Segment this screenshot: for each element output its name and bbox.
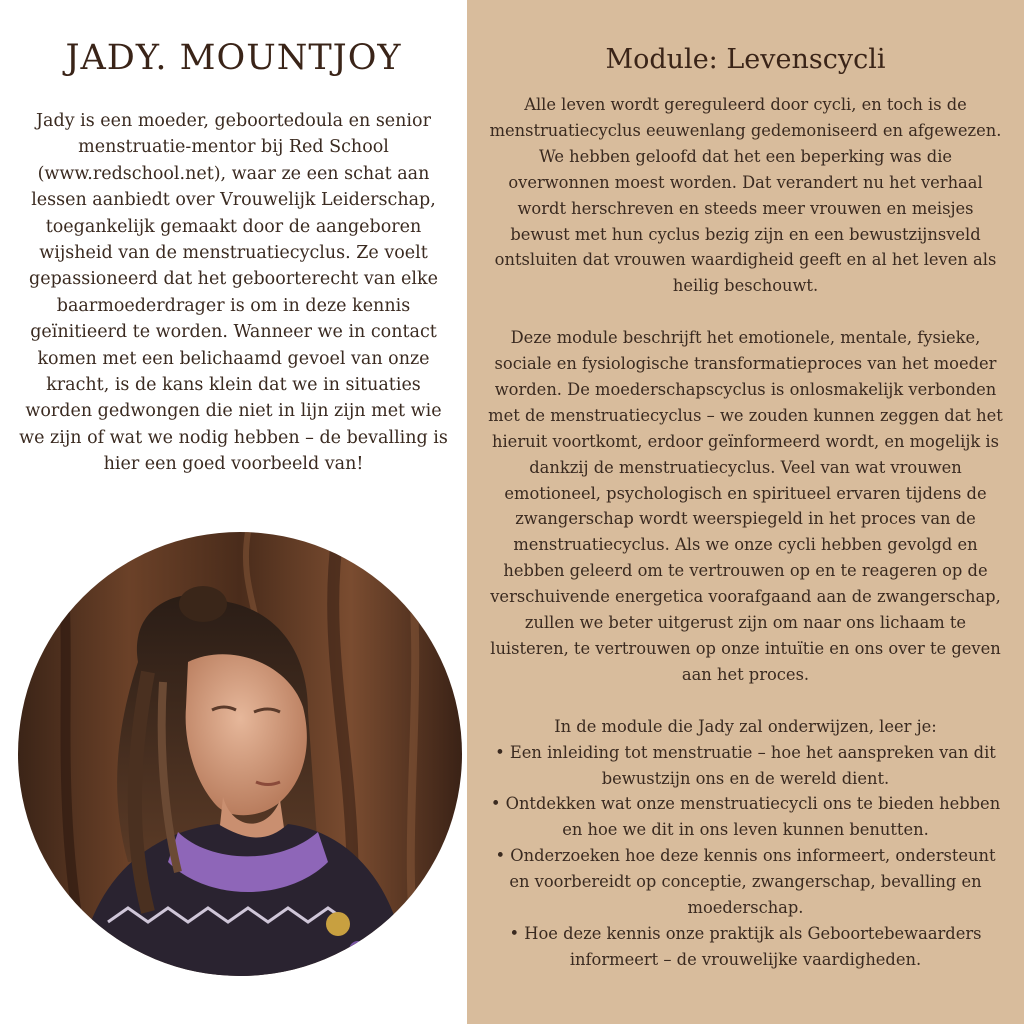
module-paragraph-process: Deze module beschrijft het emotionele, mentale, fysieke, sociale en fysiologische transformatieproces van het moeder worden. De moederschapscyclus is onlosmakelijk verbonden met de menstruatiecyclus – we zouden kunnen zeggen dat het hieruit voortkomt, erdoor geïnformeerd wordt, en mogelijk is dankzij de menstruatiecyclus. Veel van wat vrouwen emotioneel, psychologisch en spiritueel ervaren tijdens de zwangerschap wordt weerspiegeld in het proces van de menstruatiecyclus. Als we onze cycli hebben gevolgd en hebben geleerd om te vertrouwen op en te reageren op de verschuivende energetica voorafgaand aan de zwangerschap, zullen we beter uitgerust zijn om naar ons lichaam te luisteren, te vertrouwen op onze intuïtie en ons over te geven aan het proces. xyxy=(488,328,1003,684)
left-column xyxy=(0,0,467,1024)
speaker-bio: Jady is een moeder, geboortedoula en senior menstruatie-mentor bij Red School (www.redschool.net), waar ze een schat aan lessen aanbiedt over Vrouwelijk Leiderschap, toegankelijk gemaakt door de aangeboren wijsheid van de menstruatiecyclus. Ze voelt gepassioneerd dat het geboorterecht van elke baarmoederdrager is om in deze kennis geïnitieerd te worden. Wanneer we in contact komen met een belichaamd gevoel van onze kracht, is de kans klein dat we in situaties worden gedwongen die niet in lijn zijn met wie we zijn of wat we nodig hebben – de bevalling is hier een goed voorbeeld van! xyxy=(19,111,448,475)
paragraph-spacer xyxy=(488,688,1003,714)
module-title: Module: Levenscycli xyxy=(605,44,886,75)
list-item: • Een inleiding tot menstruatie – hoe het aanspreken van dit bewustzijn ons en de wereld dient. xyxy=(488,740,1003,792)
speaker-name: JADY. MOUNTJOY xyxy=(65,38,402,78)
portrait-icon xyxy=(18,532,462,976)
module-description xyxy=(488,92,1003,973)
list-item: • Hoe deze kennis onze praktijk als Geboortebewaarders informeert – de vrouwelijke vaardigheden. xyxy=(488,921,1003,973)
paragraph-spacer xyxy=(488,299,1003,325)
list-item: • Ontdekken wat onze menstruatiecycli ons te bieden hebben en hoe we dit in ons leven kunnen benutten. xyxy=(488,791,1003,843)
module-paragraph-intro: Alle leven wordt gereguleerd door cycli, en toch is de menstruatiecyclus eeuwenlang gedemoniseerd en afgewezen. We hebben geloofd dat het een beperking was die overwonnen moest worden. Dat verandert nu het verhaal wordt herschreven en steeds meer vrouwen en meisjes bewust met hun cyclus bezig zijn en een bewustzijnsveld ontsluiten dat vrouwen waardigheid geeft en al het leven als heilig beschouwt. xyxy=(489,95,1002,296)
list-item: • Onderzoeken hoe deze kennis ons informeert, ondersteunt en voorbereidt op conceptie, zwangerschap, bevalling en moederschap. xyxy=(488,843,1003,921)
learning-points-list xyxy=(488,740,1003,973)
portrait-photo xyxy=(18,532,462,976)
module-list-intro: In de module die Jady zal onderwijzen, leer je: xyxy=(554,716,937,736)
